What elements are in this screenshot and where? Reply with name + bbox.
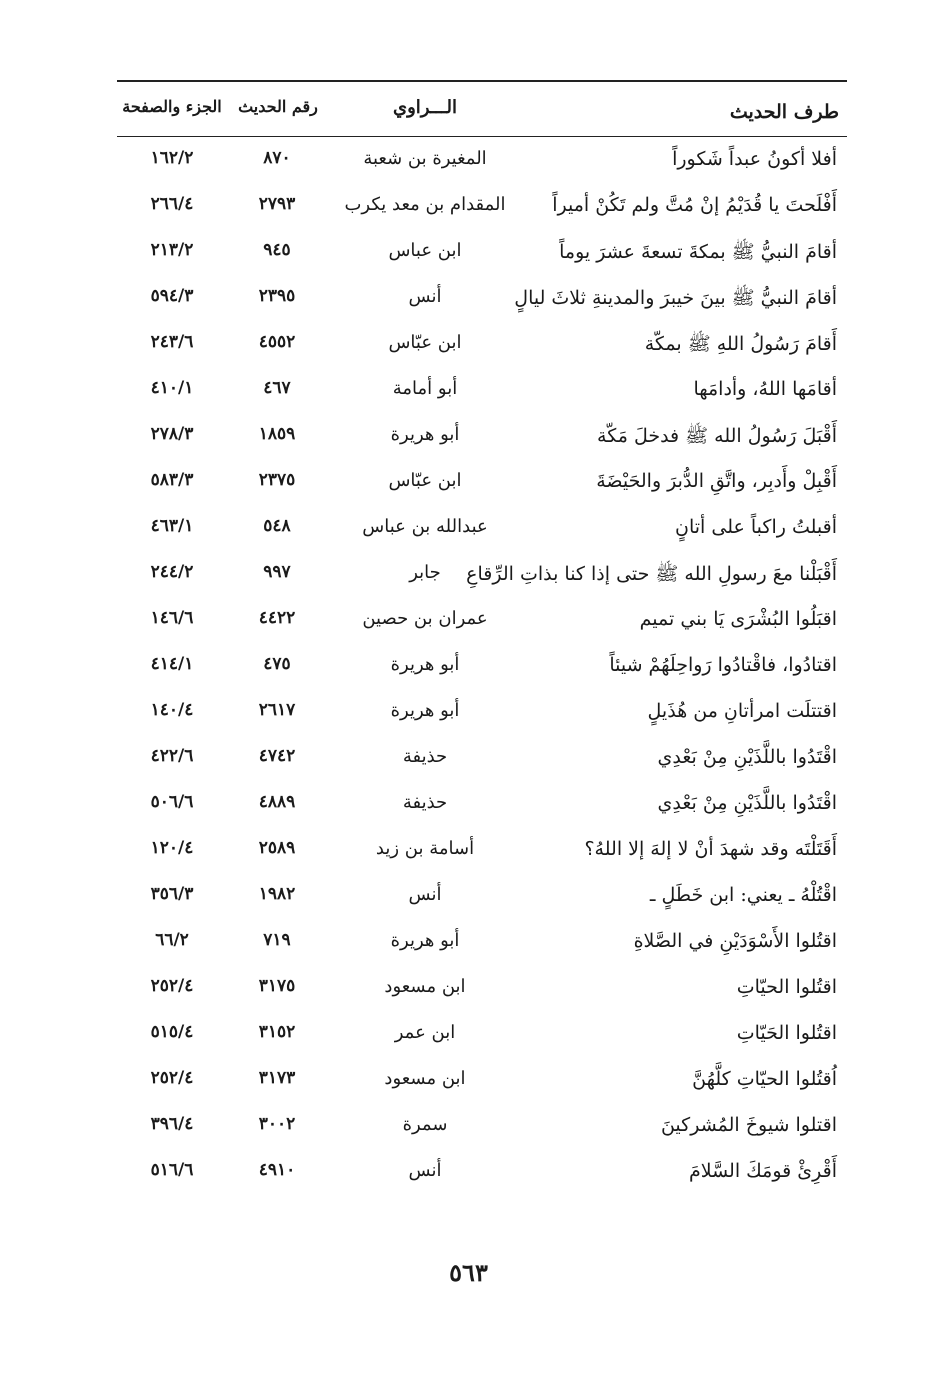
hadith-number: ٥٤٨ bbox=[263, 516, 291, 536]
header-rule bbox=[117, 136, 847, 137]
table-row bbox=[117, 1150, 847, 1196]
header-hadith: طرف الحديث bbox=[729, 101, 839, 123]
hadith-number: ٧١٩ bbox=[263, 930, 291, 950]
volume-page: ٥٩٤/٣ bbox=[150, 286, 194, 306]
hadith-number: ٤٦٧ bbox=[263, 378, 291, 398]
rawi-name: أسامة بن زيد bbox=[375, 838, 475, 859]
rawi-name: ابن عبّاس bbox=[388, 332, 462, 353]
hadith-text: أَقْبَلَ رَسُولُ الله ﷺ فدخلَ مَكّة bbox=[597, 425, 837, 447]
table-row bbox=[117, 322, 847, 368]
hadith-text: اقبَلُوا البُشْرَى يَا بني تميم bbox=[639, 608, 837, 630]
hadith-text: اقتُلوا الحَيّاتِ bbox=[736, 1022, 837, 1044]
hadith-number: ٤٧٥ bbox=[263, 654, 291, 674]
rawi-name: حذيفة bbox=[402, 792, 448, 813]
hadith-text: أقبلتُ راكباً على أتانٍ bbox=[675, 516, 837, 538]
hadith-number: ١٩٨٢ bbox=[258, 884, 296, 904]
hadith-text: اقْتَدُوا باللَّذَيْنِ مِنْ بَعْدِي bbox=[657, 746, 837, 768]
volume-page: ٦٦/٢ bbox=[155, 930, 189, 950]
volume-page: ٥٨٣/٣ bbox=[150, 470, 194, 490]
header-rawi: الـــراوي bbox=[392, 97, 458, 118]
table-row bbox=[117, 230, 847, 276]
hadith-number: ٣١٧٥ bbox=[258, 976, 296, 996]
volume-page: ٢٤٤/٢ bbox=[150, 562, 194, 582]
hadith-number: ٣١٧٣ bbox=[258, 1068, 296, 1088]
hadith-number: ٢٣٩٥ bbox=[258, 286, 296, 306]
rawi-name: أنس bbox=[408, 1160, 442, 1181]
hadith-number: ٢٧٩٣ bbox=[258, 194, 296, 214]
volume-page: ٢٦٦/٤ bbox=[150, 194, 194, 214]
volume-page: ٥١٥/٤ bbox=[150, 1022, 194, 1042]
hadith-text: اقْتُلْهُ ـ يعني: ابن خَطَلٍ ـ bbox=[649, 884, 837, 906]
volume-page: ٤٦٣/١ bbox=[150, 516, 194, 536]
hadith-text: اقتلوا شيوخَ المُشركينَ bbox=[660, 1114, 837, 1136]
rawi-name: أبو أمامة bbox=[392, 378, 458, 399]
hadith-number: ٩٤٥ bbox=[263, 240, 291, 260]
volume-page: ٢٥٢/٤ bbox=[150, 1068, 194, 1088]
table-header bbox=[117, 95, 847, 129]
hadith-number: ٣٠٠٢ bbox=[258, 1114, 296, 1134]
rawi-name: أبو هريرة bbox=[390, 424, 460, 445]
volume-page: ١٢٠/٤ bbox=[150, 838, 194, 858]
rawi-name: ابن مسعود bbox=[384, 976, 466, 997]
rawi-name: جابر bbox=[409, 562, 441, 583]
rawi-name: أبو هريرة bbox=[390, 930, 460, 951]
table-row bbox=[117, 598, 847, 644]
table-row bbox=[117, 782, 847, 828]
rawi-name: ابن عبّاس bbox=[388, 470, 462, 491]
hadith-text: اقتُلوا الأَسْوَدَيْنِ في الصَّلاةِ bbox=[633, 930, 837, 952]
volume-page: ٤١٠/١ bbox=[150, 378, 194, 398]
table-row bbox=[117, 506, 847, 552]
hadith-number: ٤٩١٠ bbox=[258, 1160, 296, 1180]
table-row bbox=[117, 368, 847, 414]
rawi-name: أبو هريرة bbox=[390, 700, 460, 721]
volume-page: ٥١٦/٦ bbox=[150, 1160, 194, 1180]
volume-page: ٢٥٢/٤ bbox=[150, 976, 194, 996]
hadith-text: أَقامَ رَسُولُ اللهِ ﷺ بمكّة bbox=[644, 333, 837, 355]
table-row bbox=[117, 966, 847, 1012]
volume-page: ٢٤٣/٦ bbox=[150, 332, 194, 352]
rawi-name: أنس bbox=[408, 884, 442, 905]
volume-page: ٢٧٨/٣ bbox=[150, 424, 194, 444]
table-row bbox=[117, 644, 847, 690]
volume-page: ٣٩٦/٤ bbox=[150, 1114, 194, 1134]
rawi-name: حذيفة bbox=[402, 746, 448, 767]
rawi-name: أبو هريرة bbox=[390, 654, 460, 675]
hadith-text: اقتادُوا، فاقْتادُوا رَواحِلَهُمْ شيئاً bbox=[609, 654, 837, 676]
hadith-number: ٤٥٥٢ bbox=[258, 332, 296, 352]
hadith-text: اقتُلوا الحيّاتِ bbox=[736, 976, 837, 998]
table-row bbox=[117, 690, 847, 736]
hadith-number: ٢٥٨٩ bbox=[258, 838, 296, 858]
rawi-name: ابن عمر bbox=[394, 1022, 456, 1043]
hadith-text: أَقْبَلْنا معَ رسولِ الله ﷺ حتى إذا كنا بذاتِ الرِّقاعِ bbox=[466, 563, 837, 585]
volume-page: ١٦٢/٢ bbox=[150, 148, 194, 168]
hadith-text: اُقتُلوا الحيّاتِ كلَّهُنَّ bbox=[692, 1068, 837, 1090]
rawi-name: أنس bbox=[408, 286, 442, 307]
hadith-text: أفلا أكونُ عبداً شَكوراً bbox=[672, 148, 837, 170]
hadith-text: أَقْبِلْ وأَدبِر، واتَّقِ الدُّبرَ والحَيْضَةَ bbox=[596, 470, 837, 492]
table-row bbox=[117, 1058, 847, 1104]
rawi-name: عبدالله بن عباس bbox=[362, 516, 488, 537]
hadith-number: ٤٤٢٢ bbox=[258, 608, 296, 628]
volume-page: ٢١٣/٢ bbox=[150, 240, 194, 260]
table-row bbox=[117, 184, 847, 230]
table-row bbox=[117, 552, 847, 598]
table-row bbox=[117, 736, 847, 782]
volume-page: ١٤٠/٤ bbox=[150, 700, 194, 720]
rawi-name: عمران بن حصين bbox=[362, 608, 488, 629]
hadith-number: ٢٦١٧ bbox=[258, 700, 296, 720]
table-row bbox=[117, 920, 847, 966]
volume-page: ٤٢٢/٦ bbox=[150, 746, 194, 766]
hadith-text: اقْتَدُوا باللَّذَيْنِ مِنْ بَعْدِي bbox=[657, 792, 837, 814]
table-row bbox=[117, 1012, 847, 1058]
hadith-text: اقتتلَت امرأتانِ من هُذَيلٍ bbox=[647, 700, 837, 722]
table-row bbox=[117, 460, 847, 506]
hadith-text: أَقَتَلْتَه وقد شهدَ أنْ لا إلهَ إلا اللهُ؟ bbox=[584, 838, 837, 860]
volume-page: ٥٠٦/٦ bbox=[150, 792, 194, 812]
rawi-name: المقدام بن معد يكرب bbox=[344, 194, 506, 215]
hadith-number: ٣١٥٢ bbox=[258, 1022, 296, 1042]
table-row bbox=[117, 414, 847, 460]
volume-page: ٣٥٦/٣ bbox=[150, 884, 194, 904]
hadith-text: أقامَها اللهُ، وأدامَها bbox=[693, 378, 837, 400]
table-row bbox=[117, 1104, 847, 1150]
rawi-name: ابن مسعود bbox=[384, 1068, 466, 1089]
hadith-text: أَفْلَحتَ يا قُدَيْمُ إنْ مُتَّ ولم تَكُنْ أميراً bbox=[552, 194, 837, 216]
header-volume-page: الجزء والصفحة bbox=[122, 97, 222, 116]
hadith-text: أقامَ النبيُّ ﷺ بمكةَ تسعةَ عشرَ يوماً bbox=[559, 241, 837, 263]
table-row bbox=[117, 828, 847, 874]
hadith-text: أقامَ النبيُّ ﷺ بينَ خيبرَ والمدينةِ ثلاثَ ليالٍ bbox=[514, 287, 837, 309]
table-body bbox=[117, 138, 847, 1196]
rawi-name: سمرة bbox=[402, 1114, 448, 1135]
table-row bbox=[117, 276, 847, 322]
header-hadith-number: رقم الحديث bbox=[238, 97, 318, 116]
hadith-number: ٤٧٤٢ bbox=[258, 746, 296, 766]
page-number: ٥٦٣ bbox=[449, 1258, 488, 1287]
hadith-number: ٨٧٠ bbox=[263, 148, 291, 168]
table-row bbox=[117, 138, 847, 184]
top-rule bbox=[117, 80, 847, 82]
hadith-text: أَقْرِئْ قومَكَ السَّلامَ bbox=[688, 1160, 837, 1182]
hadith-number: ٤٨٨٩ bbox=[258, 792, 296, 812]
rawi-name: المغيرة بن شعبة bbox=[363, 148, 487, 169]
hadith-number: ٢٣٧٥ bbox=[258, 470, 296, 490]
rawi-name: ابن عباس bbox=[388, 240, 462, 261]
volume-page: ١٤٦/٦ bbox=[150, 608, 194, 628]
hadith-number: ٩٩٧ bbox=[263, 562, 291, 582]
table-row bbox=[117, 874, 847, 920]
hadith-number: ١٨٥٩ bbox=[258, 424, 296, 444]
volume-page: ٤١٤/١ bbox=[150, 654, 194, 674]
